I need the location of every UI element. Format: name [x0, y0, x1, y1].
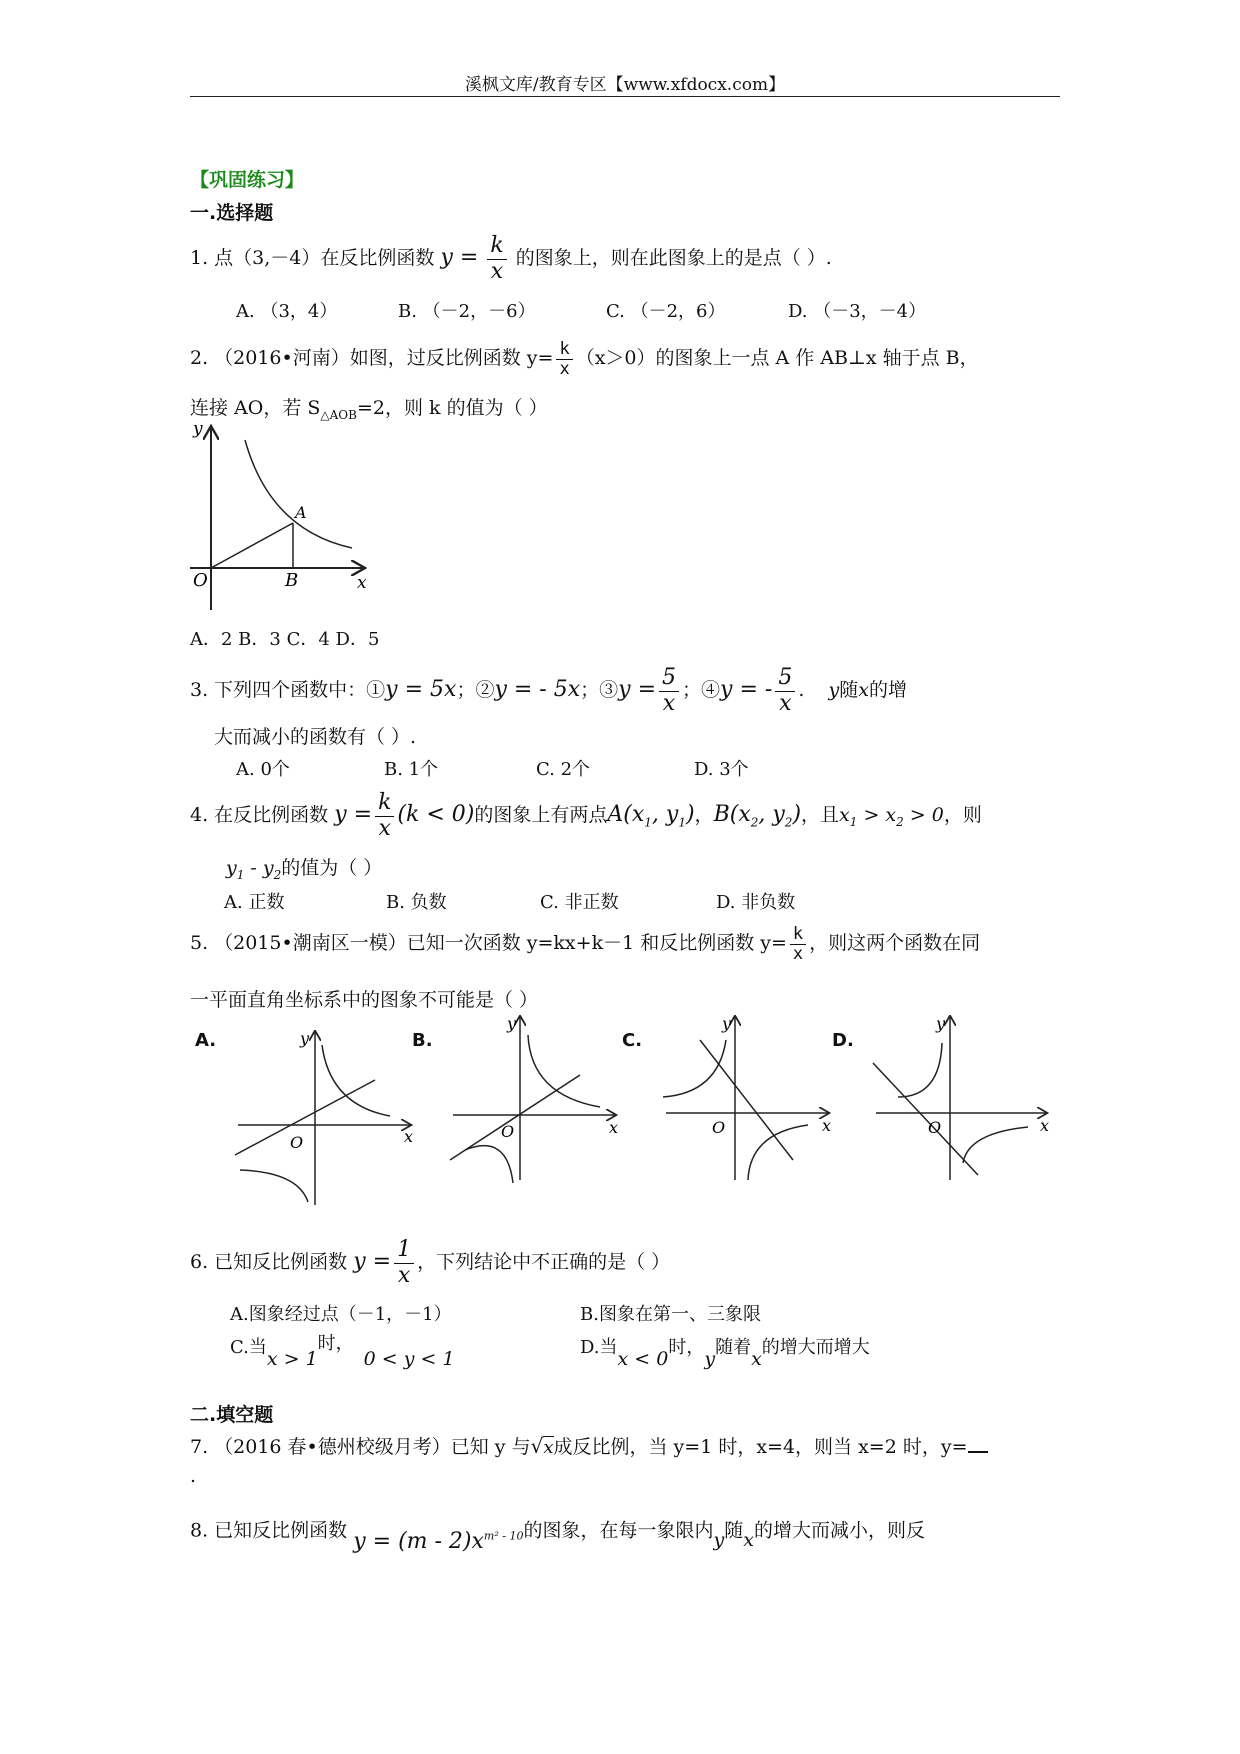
q6-c-when: C.当	[230, 1337, 267, 1358]
q4-diff	[226, 857, 282, 882]
q5-prefix: 5. （2015•潮南区一模）已知一次函数 y=kx+k－1 和反比例函数 y=	[190, 932, 787, 954]
q3-tail-x: x	[858, 679, 870, 701]
q3-f3-num: 5	[659, 666, 679, 691]
q5b-hyperbola-q1	[528, 1035, 600, 1107]
q3-line-2: 大而减小的函数有（ ）.	[214, 726, 417, 748]
q8-sui: 随	[724, 1519, 744, 1542]
q4-fraction	[375, 791, 394, 840]
q2-hyperbola	[245, 440, 352, 548]
q5a-label-o: O	[290, 1133, 304, 1152]
q5-graph-a	[230, 1030, 420, 1210]
q5-graph-d-label: D.	[832, 1030, 854, 1051]
q4-l2-2: - y	[244, 857, 274, 879]
q1-option-b: B. （－2，－6）	[398, 301, 536, 322]
q3-func-3-frac	[659, 666, 679, 715]
q5d-label-x: x	[1040, 1116, 1050, 1135]
q8-func-exponent: m² - 10	[483, 1530, 524, 1543]
q4-l2-sub-1: 1	[236, 867, 245, 882]
q4-pa-sub-2: 1	[678, 815, 686, 830]
q1-option-c: C. （－2，6）	[606, 301, 726, 322]
q6-frac-num: 1	[394, 1238, 414, 1263]
q2-suffix: （x＞0）的图象上一点 A 作 AB⊥x 轴于点 B，	[575, 347, 979, 369]
q6-d-cond: x < 0	[617, 1348, 669, 1370]
q4-pa-sub-1: 1	[644, 815, 652, 830]
q5-graph-b-label: B.	[412, 1030, 433, 1051]
q5-frac-den: x	[792, 943, 804, 964]
q2-line2-b: =2，则 k 的值为（ ）	[356, 397, 548, 419]
q1-fraction	[487, 234, 506, 283]
q2-label-x: x	[357, 573, 367, 593]
q4-pb-1: B(x	[713, 802, 751, 827]
q4-point-a	[607, 802, 695, 830]
q6-d-with: 随着	[715, 1337, 752, 1358]
q8-mid: 的图象，在每一象限内	[523, 1519, 714, 1542]
q4-ineq-3: > 0	[903, 804, 944, 826]
q8-func	[353, 1529, 523, 1554]
question-8	[190, 1500, 925, 1555]
q5b-line	[450, 1075, 580, 1160]
q4-ineq-sub-2: 2	[896, 814, 904, 829]
q3-prefix: 3. 下列四个函数中：①	[190, 679, 386, 701]
q4-option-b: B. 负数	[386, 892, 447, 913]
q3-sep-3: ；③	[580, 679, 619, 701]
q1-option-d: D. （－3，－4）	[788, 301, 927, 322]
question-1	[190, 228, 832, 288]
q3-func-1: y = 5x	[385, 677, 457, 702]
q5-suffix: ，则这两个函数在同	[809, 932, 981, 954]
q2-label-a: A	[295, 503, 307, 522]
q3-sep-4: ；④	[682, 679, 721, 701]
q4-prefix: 4. 在反比例函数	[190, 804, 329, 826]
q2-segment-ao	[211, 523, 293, 568]
q6-suffix: ，下列结论中不正确的是（ ）	[417, 1251, 671, 1273]
q4-option-d: D. 非负数	[716, 892, 796, 913]
q6-option-c	[230, 1333, 455, 1370]
q3-option-a: A. 0个	[236, 759, 290, 780]
q4-line-2	[226, 853, 382, 882]
q4-mid: 的图象上有两点	[474, 804, 608, 826]
q4-comma: ，	[694, 804, 714, 826]
q3-option-c: C. 2个	[536, 759, 591, 780]
q1-suffix: 的图象上，则在此图象上的是点（ ）.	[515, 247, 832, 269]
question-5	[190, 918, 980, 968]
q4-pb-2: , y	[758, 802, 785, 827]
q6-option-a: A.图象经过点（－1，－1）	[230, 1304, 452, 1325]
q5a-label-x: x	[404, 1127, 414, 1146]
q5c-line	[700, 1040, 793, 1160]
q3-tail-zeng: 的增	[869, 679, 908, 701]
q4-pb-sub-2: 2	[784, 815, 793, 830]
q6-frac-den: x	[397, 1262, 411, 1288]
q5a-label-y: y	[300, 1030, 310, 1048]
q2-line2-a: 连接 AO，若 S	[190, 397, 321, 419]
q2-label-y: y	[193, 420, 203, 439]
q8-func-base: y = (m - 2)x	[353, 1529, 484, 1555]
q5-graph-a-label: A.	[195, 1030, 217, 1051]
q4-pa-3: )	[685, 802, 695, 827]
q6-d-when: D.当	[580, 1337, 618, 1358]
q4-point-b	[713, 802, 802, 830]
q2-line-2	[190, 393, 548, 422]
q5a-line	[235, 1080, 375, 1155]
q3-option-b: B. 1个	[384, 759, 439, 780]
q4-func-lhs: y =	[334, 802, 373, 827]
q4-pa-2: , y	[651, 802, 679, 827]
q4-pb-sub-1: 2	[750, 815, 759, 830]
q2-options: A．2 B．3 C．4 D．5	[190, 629, 380, 650]
q1-frac-den: x	[490, 258, 504, 284]
q7-prefix: 7. （2016 春•德州校级月考）已知 y 与	[190, 1436, 531, 1458]
q4-pa-1: A(x	[607, 802, 645, 827]
q2-graph	[185, 420, 375, 615]
q2-fraction	[556, 340, 572, 378]
section-fill-heading: 二.填空题	[190, 1404, 274, 1426]
q6-fraction	[394, 1238, 414, 1287]
q6-c-result: 0 < y < 1	[363, 1348, 455, 1370]
q8-x: x	[743, 1529, 754, 1552]
q5d-hyperbola-q2	[898, 1043, 942, 1097]
q3-tail-y: y	[828, 679, 840, 701]
q5b-hyperbola-q3	[465, 1146, 513, 1183]
q8-prefix: 8. 已知反比例函数	[190, 1519, 348, 1542]
q5b-label-o: O	[501, 1122, 515, 1141]
q6-c-cond: x > 1	[266, 1348, 318, 1370]
q4-ineq-2: > x	[857, 804, 897, 826]
q4-l2-sub-2: 2	[273, 867, 282, 882]
q5d-hyperbola-q4	[963, 1127, 1028, 1163]
q5-graph-c	[658, 1015, 838, 1185]
q3-f4-num: 5	[775, 666, 795, 691]
q5-line-2: 一平面直角坐标系中的图象不可能是（ ）	[190, 989, 539, 1011]
page-header: 溪枫文库/教育专区【www.xfdocx.com】	[190, 70, 1060, 97]
q7-sqrt-arg: x	[543, 1437, 554, 1458]
q5-graph-d	[868, 1015, 1058, 1185]
q5c-hyperbola-q4	[748, 1125, 808, 1180]
q5d-label-o: O	[928, 1118, 942, 1137]
q2-frac-den: x	[559, 358, 570, 379]
q5d-label-y: y	[936, 1015, 946, 1033]
q5-graph-b	[445, 1015, 625, 1185]
q6-c-time: 时，	[317, 1333, 354, 1354]
q4-inequality	[839, 804, 944, 829]
q3-func-4-lhs: y = -	[720, 677, 773, 702]
q4-ineq-sub-1: 1	[849, 814, 858, 829]
q6-d-time: 时，	[668, 1337, 705, 1358]
q3-func-4-frac	[775, 666, 795, 715]
q5c-label-o: O	[712, 1118, 726, 1137]
question-6	[190, 1232, 670, 1292]
q3-func-2: y = - 5x	[494, 677, 581, 702]
q5d-line	[873, 1063, 978, 1175]
q6-prefix: 6. 已知反比例函数	[190, 1251, 348, 1273]
q4-frac-num: k	[375, 791, 394, 816]
q6-func-lhs: y =	[353, 1249, 392, 1274]
q2-label-o: O	[193, 570, 208, 591]
q4-l2-1: y	[226, 857, 237, 879]
practice-heading: 【巩固练习】	[190, 169, 305, 191]
q3-func-3-lhs: y =	[618, 677, 657, 702]
q3-tail-sui: 随	[839, 679, 859, 701]
q5-frac-num: k	[790, 925, 806, 945]
question-3	[190, 660, 907, 720]
q5a-hyperbola-q1	[322, 1045, 390, 1116]
q5c-label-y: y	[722, 1015, 732, 1033]
q4-option-c: C. 非正数	[540, 892, 619, 913]
q4-pb-3: )	[792, 802, 802, 827]
q5b-label-y: y	[507, 1015, 517, 1033]
q6-option-d	[580, 1333, 870, 1370]
q3-f4-den: x	[779, 690, 792, 716]
q4-then: ，则	[943, 804, 982, 826]
q2-prefix: 2. （2016•河南）如图，过反比例函数 y=	[190, 347, 554, 369]
question-7	[190, 1432, 988, 1459]
q3-option-d: D. 3个	[694, 759, 749, 780]
q8-suffix: 的增大而减小，则反	[753, 1519, 925, 1542]
q8-y: y	[713, 1529, 725, 1552]
q4-l2-tail: 的值为（ ）	[281, 857, 383, 879]
q4-option-a: A. 正数	[224, 892, 285, 913]
q6-option-b: B.图象在第一、三象限	[580, 1304, 761, 1325]
q5c-hyperbola-q2	[663, 1040, 726, 1097]
q2-frac-num: k	[556, 340, 572, 360]
q1-func-y: y =	[440, 245, 479, 270]
q4-and: ，且	[801, 804, 840, 826]
q4-ineq-1: x	[839, 804, 850, 826]
q5-graph-c-label: C.	[622, 1030, 643, 1051]
q6-d-tail: 的增大而增大	[761, 1337, 870, 1358]
question-2	[190, 333, 979, 383]
q1-option-a: A. （3，4）	[236, 301, 338, 322]
q6-d-y: y	[704, 1348, 716, 1370]
q4-condition: (k < 0)	[397, 802, 475, 827]
q7-answer-blank	[968, 1435, 988, 1453]
q5-fraction	[790, 925, 806, 963]
q4-frac-den: x	[378, 815, 391, 841]
q1-frac-num: k	[487, 234, 506, 259]
q3-sep-2: ；②	[456, 679, 495, 701]
q6-d-x: x	[751, 1348, 762, 1370]
q7-dot: .	[190, 1465, 197, 1487]
q3-f3-den: x	[662, 690, 676, 716]
q5b-label-x: x	[609, 1118, 619, 1137]
q5c-label-x: x	[822, 1116, 832, 1135]
question-4	[190, 785, 982, 852]
q2-area-subscript: △AOB	[320, 407, 357, 422]
q1-prefix: 1. 点（3,－4）在反比例函数	[190, 247, 435, 269]
q3-tail-dot: .	[798, 679, 805, 701]
q5a-hyperbola-q3	[240, 1170, 308, 1202]
q2-label-b: B	[285, 570, 299, 591]
q7-sqrt-sign: √	[530, 1434, 544, 1458]
section-choice-heading: 一.选择题	[190, 202, 274, 224]
q7-suffix: 成反比例，当 y=1 时，x=4，则当 x=2 时，y=	[553, 1436, 968, 1458]
